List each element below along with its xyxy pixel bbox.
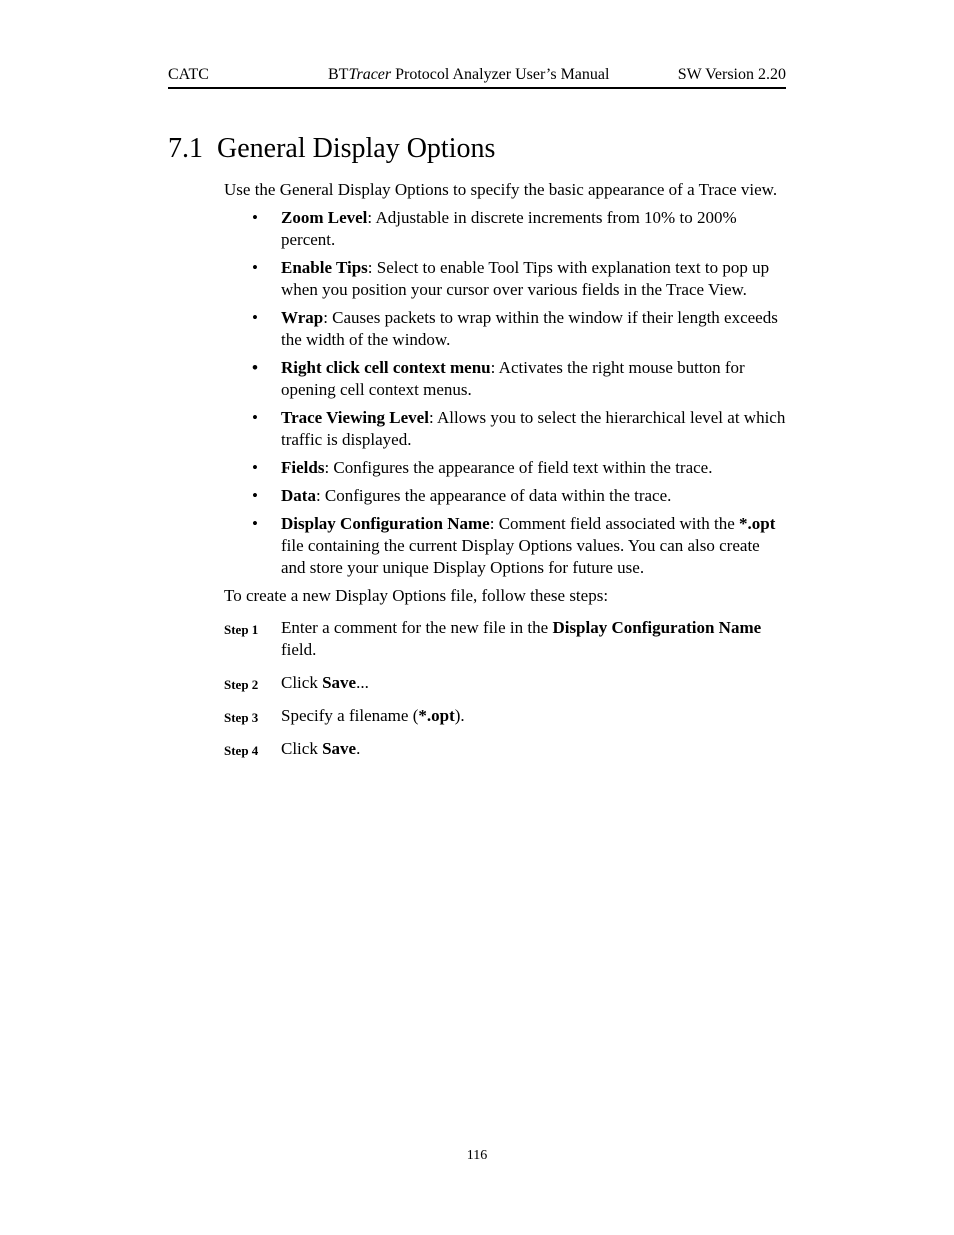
step-text: Enter a comment for the new file in the [281,618,553,637]
option-description: : Allows you to select the hierarchical level at which traffic is displayed. [281,408,786,449]
header-company: CATC [168,66,209,83]
step-item [224,738,788,760]
list-item [224,407,788,451]
steps-list [224,617,788,760]
options-list [224,207,788,579]
list-item [224,485,788,507]
section-body [224,179,788,771]
steps-lead: To create a new Display Options file, follow these steps: [224,586,609,605]
step-text: Specify a filename ( [281,706,419,725]
step-text-end: field. [281,640,317,659]
option-term: Enable Tips [281,258,368,277]
step-label: Step 3 [224,710,259,725]
step-item [224,672,788,694]
option-description: : Adjustable in discrete increments from 10% to 200% percent. [281,208,737,249]
header-manual-title [328,66,609,84]
list-item [224,513,788,579]
bullet-icon: • [252,358,258,377]
option-description: : Select to enable Tool Tips with explanation text to pop up when you position your cursor over various fields in the Trace View. [281,258,770,299]
step-text-end: ). [454,706,465,725]
page-number: 116 [466,1148,488,1163]
bullet-icon: • [252,514,258,533]
option-term: Trace Viewing Level [281,408,429,427]
list-item [224,307,788,351]
list-item [224,207,788,251]
bullet-icon: • [252,308,258,327]
option-term: Wrap [281,308,324,327]
header-title-suffix: Protocol Analyzer User’s Manual [391,66,610,83]
option-description: : Configures the appearance of field text within the trace. [324,458,713,477]
section-number: 7.1 [168,133,203,164]
list-item [224,257,788,301]
option-term: Display Configuration Name [281,514,490,533]
page-header [168,64,786,89]
step-label: Step 4 [224,743,259,758]
option-description: : Causes packets to wrap within the window if their length exceeds the width of the window. [281,308,778,349]
step-text: Click [281,673,323,692]
option-description: : Configures the appearance of data within the trace. [315,486,672,505]
step-item [224,617,788,661]
bullet-icon: • [252,208,258,227]
list-item [224,457,788,479]
step-emphasis: Save [322,739,357,758]
option-description: : Comment field associated with the [489,514,740,533]
step-text: Click [281,739,323,758]
bullet-icon: • [252,258,258,277]
option-description: : Activates the right mouse button for opening cell context menus. [281,358,745,399]
option-term: Data [281,486,316,505]
bullet-icon: • [252,486,258,505]
option-term-extension: *.opt [739,514,776,533]
section-title: General Display Options [217,133,496,164]
option-description-continued: file containing the current Display Options values. You can also create and store your unique Display Options for future use. [281,536,760,577]
step-label: Step 2 [224,677,259,692]
section-heading [168,133,495,165]
header-title-prefix: BT [328,66,349,83]
step-emphasis: Save [322,673,357,692]
step-text-end: . [356,739,361,758]
intro-paragraph: Use the General Display Options to specify the basic appearance of a Trace view. [224,180,778,199]
list-item [224,357,788,401]
step-emphasis: *.opt [418,706,455,725]
bullet-icon: • [252,408,258,427]
bullet-icon: • [252,458,258,477]
header-version: SW Version 2.20 [677,66,786,83]
option-term: Zoom Level [281,208,368,227]
step-text-end: ... [356,673,369,692]
option-term: Right click cell context menu [281,358,491,377]
step-label: Step 1 [224,622,259,637]
step-emphasis: Display Configuration Name [552,618,762,637]
header-title-italic: Tracer [348,66,392,83]
option-term: Fields [281,458,325,477]
step-item [224,705,788,727]
